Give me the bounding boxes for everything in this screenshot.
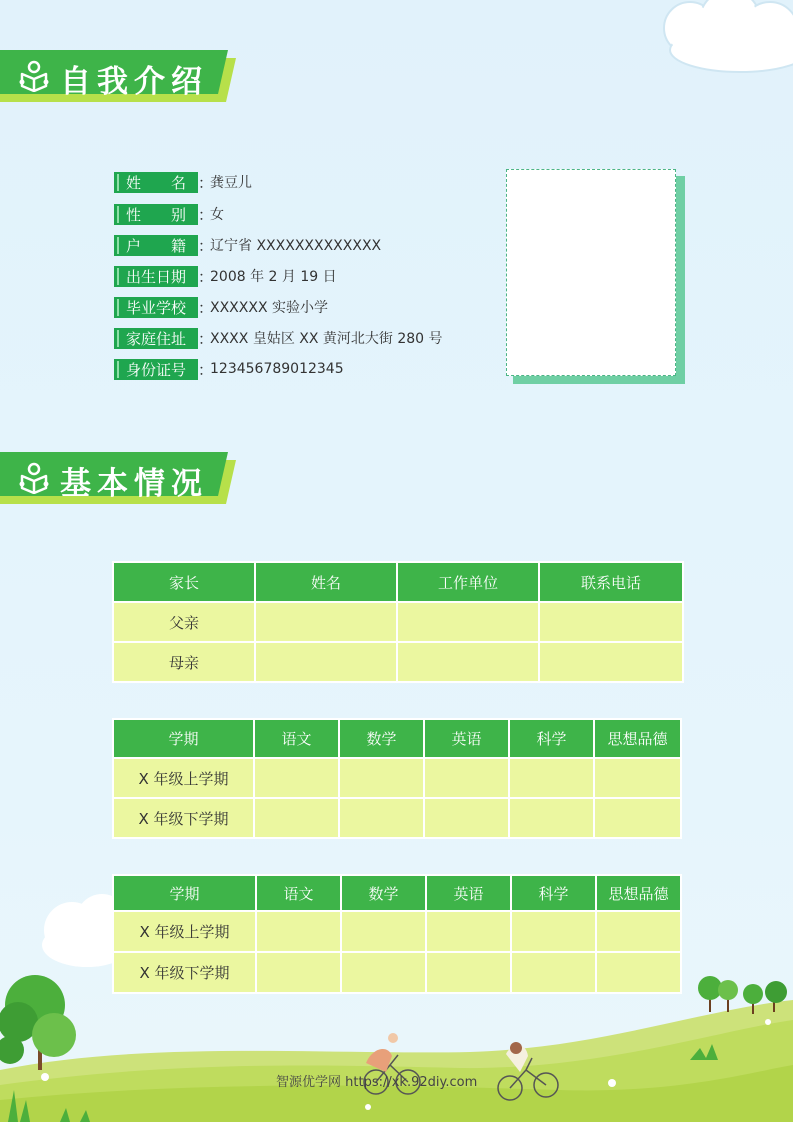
- table-cell[interactable]: [509, 758, 594, 798]
- table-cell[interactable]: [397, 602, 539, 642]
- table-row: [113, 911, 681, 952]
- info-label: 身份证号: [114, 359, 198, 380]
- info-value: XXXX 皇姑区 XX 黄河北大街 280 号: [210, 331, 443, 347]
- table-cell[interactable]: [397, 642, 539, 682]
- table-header: 学期: [113, 875, 256, 911]
- table-cell[interactable]: [254, 758, 339, 798]
- table-header: 数学: [339, 719, 424, 758]
- table-cell[interactable]: [256, 911, 341, 952]
- family-table: [112, 561, 684, 683]
- table-cell: 父亲: [113, 602, 255, 642]
- table-header: 英语: [426, 875, 511, 911]
- table-header: 科学: [511, 875, 596, 911]
- info-label: 户 籍: [114, 235, 198, 256]
- table-header: 思想品德: [596, 875, 681, 911]
- info-value: XXXXXX 实验小学: [210, 300, 328, 316]
- table-header-row: [113, 719, 681, 758]
- info-value: 龚豆儿: [210, 175, 252, 191]
- table-header: 学期: [113, 719, 254, 758]
- info-value: 123456789012345: [210, 361, 344, 377]
- table-cell[interactable]: [339, 798, 424, 838]
- info-row-birthdate: [114, 265, 337, 287]
- table-cell[interactable]: [339, 758, 424, 798]
- table-row: [113, 602, 683, 642]
- table-header: 语文: [254, 719, 339, 758]
- table-cell[interactable]: [539, 602, 683, 642]
- info-label: 姓 名: [114, 172, 198, 193]
- table-header: 数学: [341, 875, 426, 911]
- table-cell: X 年级上学期: [113, 911, 256, 952]
- table-header-row: [113, 562, 683, 602]
- table-cell[interactable]: [511, 911, 596, 952]
- reading-student-icon: [18, 60, 50, 92]
- info-value: 女: [210, 207, 224, 223]
- table-header: 语文: [256, 875, 341, 911]
- table-cell[interactable]: [594, 798, 681, 838]
- table-cell[interactable]: [254, 798, 339, 838]
- section-title: 基本情况: [60, 466, 208, 502]
- table-header-row: [113, 875, 681, 911]
- section-banner-basic: [0, 452, 238, 504]
- table-header: 家长: [113, 562, 255, 602]
- table-cell[interactable]: [426, 911, 511, 952]
- info-separator: ：: [198, 267, 214, 286]
- table-row: [113, 642, 683, 682]
- table-cell[interactable]: [255, 602, 397, 642]
- table-cell[interactable]: [341, 911, 426, 952]
- table-row: [113, 758, 681, 798]
- info-row-address: [114, 327, 443, 349]
- table-header: 思想品德: [594, 719, 681, 758]
- info-separator: ：: [198, 205, 214, 224]
- table-header: 英语: [424, 719, 509, 758]
- cloud-decoration: [660, 0, 793, 76]
- landscape-illustration: [0, 960, 793, 1122]
- table-row: [113, 798, 681, 838]
- tree-icon: [0, 975, 76, 1070]
- table-cell[interactable]: [539, 642, 683, 682]
- info-value: 2008 年 2 月 19 日: [210, 269, 337, 285]
- photo-placeholder[interactable]: [506, 169, 676, 376]
- info-label: 性 别: [114, 204, 198, 225]
- info-row-name: [114, 171, 252, 193]
- info-separator: ：: [198, 236, 214, 255]
- section-title: 自我介绍: [60, 64, 208, 100]
- info-separator: ：: [198, 298, 214, 317]
- table-header: 姓名: [255, 562, 397, 602]
- info-label: 毕业学校: [114, 297, 198, 318]
- table-cell[interactable]: [424, 798, 509, 838]
- footer-watermark: 智源优学网 https://xk.92diy.com: [276, 1075, 478, 1090]
- table-header: 联系电话: [539, 562, 683, 602]
- info-value: 辽宁省 XXXXXXXXXXXXX: [210, 238, 382, 254]
- info-row-school: [114, 296, 328, 318]
- info-separator: ：: [198, 329, 214, 348]
- table-cell[interactable]: [424, 758, 509, 798]
- table-cell[interactable]: [509, 798, 594, 838]
- info-label: 出生日期: [114, 266, 198, 287]
- table-cell: X 年级下学期: [113, 798, 254, 838]
- table-header: 工作单位: [397, 562, 539, 602]
- table-cell: X 年级下学期: [113, 952, 256, 993]
- table-cell[interactable]: [255, 642, 397, 682]
- table-header: 科学: [509, 719, 594, 758]
- info-row-hukou: [114, 234, 381, 256]
- section-banner-intro: [0, 50, 238, 102]
- table-cell: 母亲: [113, 642, 255, 682]
- table-cell[interactable]: [596, 911, 681, 952]
- grades-table-1: [112, 718, 682, 839]
- info-row-gender: [114, 203, 224, 225]
- reading-student-icon: [18, 462, 50, 494]
- info-separator: ：: [198, 360, 214, 379]
- info-row-id-number: [114, 358, 344, 380]
- info-label: 家庭住址: [114, 328, 198, 349]
- table-cell: X 年级上学期: [113, 758, 254, 798]
- info-separator: ：: [198, 173, 214, 192]
- table-cell[interactable]: [594, 758, 681, 798]
